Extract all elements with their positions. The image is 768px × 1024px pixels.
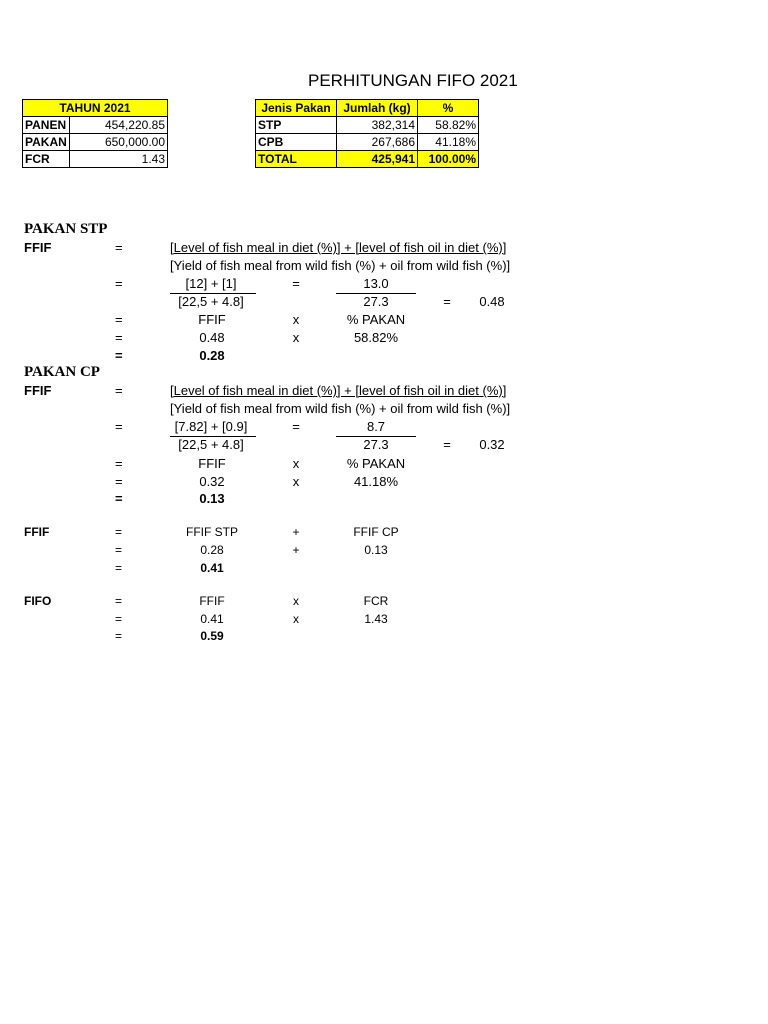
stp-den-result: 27.3 <box>363 294 389 309</box>
table-row <box>23 151 168 168</box>
equals-sign: = <box>115 594 123 608</box>
row-label: PAKAN <box>23 134 70 151</box>
equals-sign: = <box>115 276 123 291</box>
equals-sign: = <box>115 612 123 626</box>
equals-sign: = <box>115 629 123 643</box>
equals-sign: = <box>115 491 123 506</box>
fifo-label: FIFO <box>24 594 52 608</box>
row-value: 454,220.85 <box>70 117 168 134</box>
equals-sign: = <box>443 294 451 309</box>
cp-result: 0.13 <box>199 491 225 506</box>
stp-r1-a: FFIF <box>198 312 226 327</box>
fifo-r1-b: FCR <box>363 594 389 608</box>
section-title-stp: PAKAN STP <box>24 221 108 237</box>
stp-ratio: 0.48 <box>479 294 505 309</box>
equals-sign: = <box>115 312 123 327</box>
equals-sign: = <box>115 561 123 575</box>
fifo-r1-a: FFIF <box>199 594 225 608</box>
equals-sign: = <box>115 240 123 255</box>
col-header: Jenis Pakan <box>256 100 337 117</box>
feed-qty: 267,686 <box>337 134 418 151</box>
total-label: TOTAL <box>256 151 337 168</box>
feed-type-table <box>255 99 479 168</box>
total-qty: 425,941 <box>337 151 418 168</box>
stp-den-values: [22,5 + 4.8] <box>178 294 244 309</box>
col-header: Jumlah (kg) <box>337 100 418 117</box>
stp-result: 0.28 <box>199 348 225 363</box>
cp-r1-b: % PAKAN <box>346 456 406 471</box>
equals-sign: = <box>443 437 451 452</box>
operator: x <box>293 612 299 626</box>
row-label: PANEN <box>23 117 70 134</box>
feed-name: STP <box>256 117 337 134</box>
equals-sign: = <box>115 419 123 434</box>
cp-r2-b: 41.18% <box>353 474 399 489</box>
cp-den-result: 27.3 <box>363 437 389 452</box>
ffif-r2-a: 0.28 <box>200 543 224 557</box>
fifo-r2-b: 1.43 <box>364 612 388 626</box>
equals-sign: = <box>115 330 123 345</box>
stp-denominator-formula: [Yield of fish meal from wild fish (%) + oil from wild fish (%)] <box>170 258 511 273</box>
cp-num-values: [7.82] + [0.9] <box>174 419 248 434</box>
cp-ffif-label: FFIF <box>24 383 52 398</box>
equals-sign: = <box>292 419 300 434</box>
stp-r2-a: 0.48 <box>199 330 225 345</box>
row-value: 1.43 <box>70 151 168 168</box>
ffif-r1-a: FFIF STP <box>186 525 238 539</box>
stp-r1-b: % PAKAN <box>346 312 406 327</box>
section-title-cp: PAKAN CP <box>24 364 100 380</box>
cp-ratio: 0.32 <box>479 437 505 452</box>
operator: + <box>292 525 300 539</box>
stp-num-values: [12] + [1] <box>185 276 237 291</box>
cp-r2-a: 0.32 <box>199 474 225 489</box>
year-summary-table <box>22 99 168 168</box>
feed-pct: 58.82% <box>418 117 479 134</box>
fifo-r2-a: 0.41 <box>200 612 224 626</box>
cp-denominator-formula: [Yield of fish meal from wild fish (%) + oil from wild fish (%)] <box>170 401 511 416</box>
equals-sign: = <box>115 348 123 363</box>
total-pct: 100.00% <box>418 151 479 168</box>
ffif-total-label: FFIF <box>24 525 50 539</box>
cp-r1-a: FFIF <box>198 456 226 471</box>
stp-num-result: 13.0 <box>363 276 389 291</box>
fifo-result: 0.59 <box>200 629 224 643</box>
operator: x <box>292 456 300 471</box>
feed-pct: 41.18% <box>418 134 479 151</box>
operator: x <box>293 594 299 608</box>
equals-sign: = <box>115 474 123 489</box>
operator: x <box>292 474 300 489</box>
equals-sign: = <box>115 525 123 539</box>
row-value: 650,000.00 <box>70 134 168 151</box>
table-row-total <box>256 151 479 168</box>
equals-sign: = <box>115 543 123 557</box>
stp-ffif-label: FFIF <box>24 240 52 255</box>
ffif-r1-b: FFIF CP <box>353 525 399 539</box>
equals-sign: = <box>115 383 123 398</box>
table-row <box>23 134 168 151</box>
cp-numerator-formula: [Level of fish meal in diet (%)] + [level of fish oil in diet (%)] <box>170 383 507 398</box>
equals-sign: = <box>115 456 123 471</box>
table-row <box>23 117 168 134</box>
operator: + <box>292 543 300 557</box>
stp-numerator-formula: [Level of fish meal in diet (%)] + [level of fish oil in diet (%)] <box>170 240 507 255</box>
row-label: FCR <box>23 151 70 168</box>
table-row <box>256 117 479 134</box>
cp-num-result: 8.7 <box>366 419 386 434</box>
ffif-r2-b: 0.13 <box>364 543 388 557</box>
page-title: PERHITUNGAN FIFO 2021 <box>308 71 518 90</box>
col-header: % <box>418 100 479 117</box>
operator: x <box>292 312 300 327</box>
table-row <box>256 134 479 151</box>
operator: x <box>292 330 300 345</box>
feed-name: CPB <box>256 134 337 151</box>
equals-sign: = <box>292 276 300 291</box>
stp-r2-b: 58.82% <box>353 330 399 345</box>
cp-den-values: [22,5 + 4.8] <box>178 437 244 452</box>
year-header: TAHUN 2021 <box>23 100 168 117</box>
ffif-total-result: 0.41 <box>200 561 224 575</box>
feed-qty: 382,314 <box>337 117 418 134</box>
